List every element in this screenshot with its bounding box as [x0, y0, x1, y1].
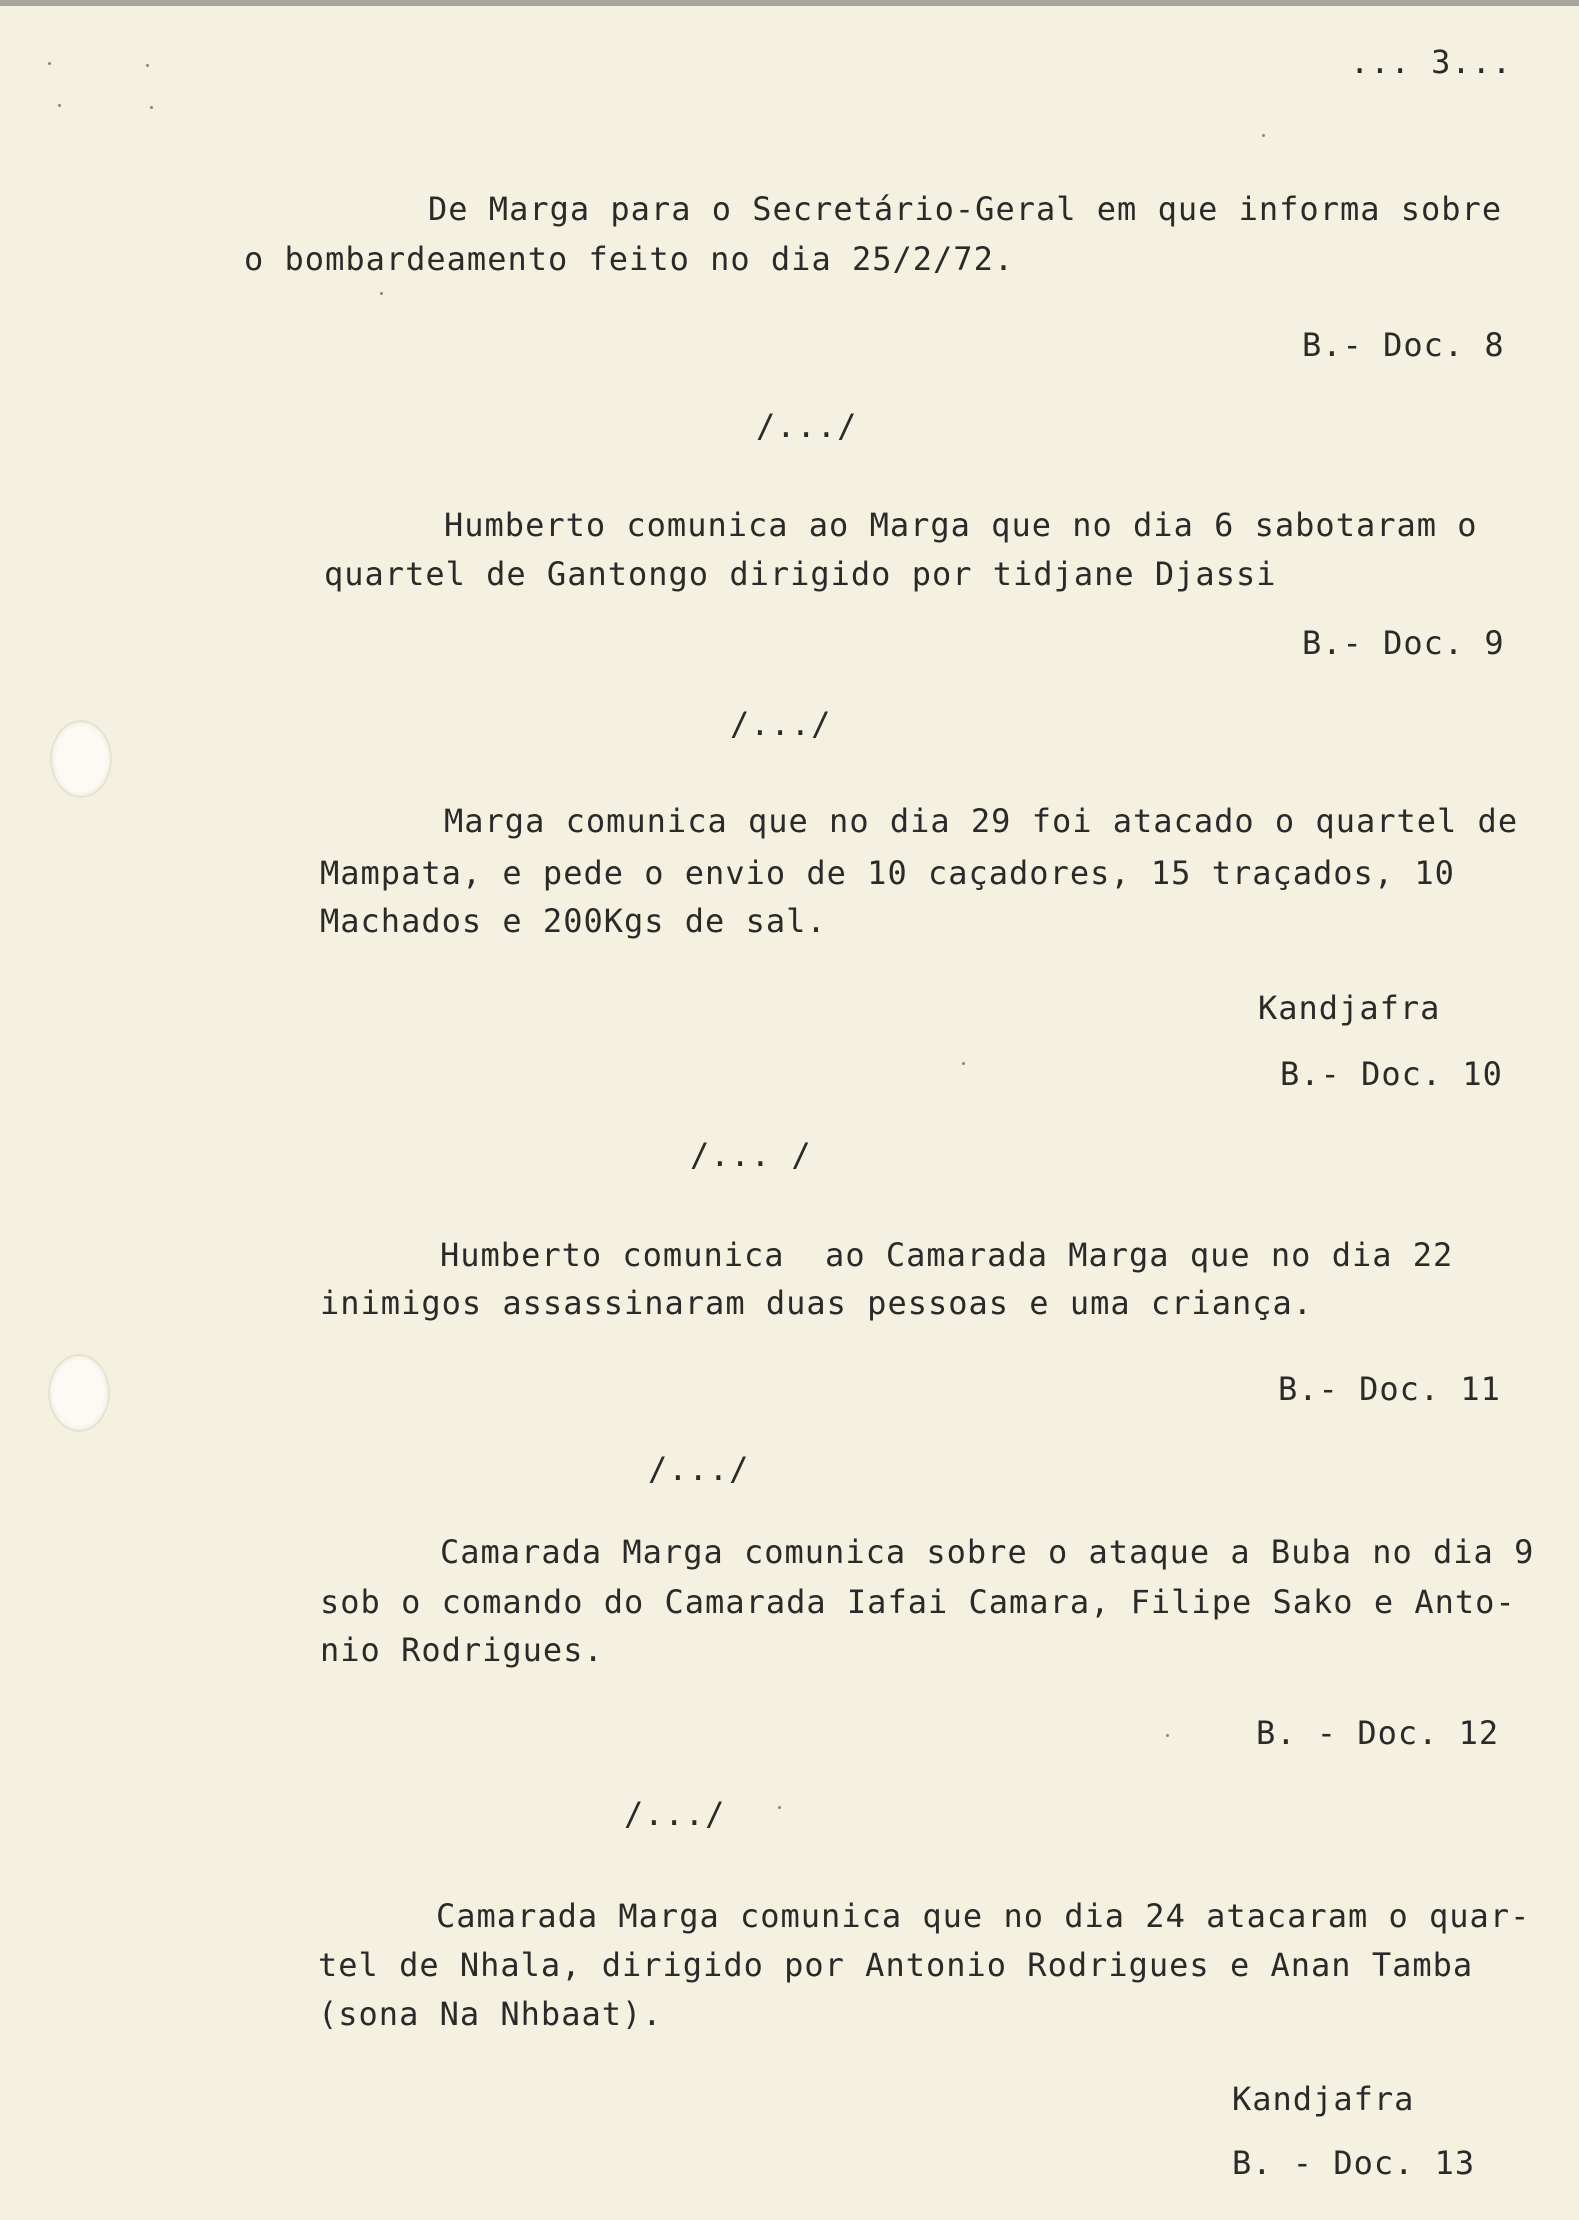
entry-5-line-3: nio Rodrigues. [320, 1631, 604, 1669]
entry-6-reference: B. - Doc. 13 [1232, 2144, 1476, 2182]
entry-5-line-2: sob o comando do Camarada Iafai Camara, Filipe Sako e Anto- [320, 1583, 1516, 1621]
page-top-edge [0, 0, 1579, 6]
entry-3-line-2: Mampata, e pede o envio de 10 caçadores, 15 traçados, 10 [320, 854, 1455, 892]
entry-1-line-2: o bombardeamento feito no dia 25/2/72. [244, 240, 1015, 278]
page-number: ... 3... [1350, 43, 1513, 81]
entry-3-reference: B.- Doc. 10 [1280, 1055, 1503, 1093]
entry-4-line-2: inimigos assassinaram duas pessoas e uma criança. [320, 1284, 1314, 1322]
paper-speck [1166, 1734, 1169, 1737]
entry-3-separator: /... / [690, 1136, 812, 1174]
entry-2-separator: /.../ [730, 705, 832, 743]
entry-1-reference: B.- Doc. 8 [1302, 326, 1505, 364]
entry-4-line-1: Humberto comunica ao Camarada Marga que no dia 22 [440, 1236, 1454, 1274]
entry-4-reference: B.- Doc. 11 [1278, 1370, 1501, 1408]
paper-speck [146, 64, 149, 67]
entry-2-reference: B.- Doc. 9 [1302, 624, 1505, 662]
entry-2-line-1: Humberto comunica ao Marga que no dia 6 sabotaram o [444, 506, 1478, 544]
paper-speck [962, 1062, 965, 1065]
paper-speck [380, 292, 383, 295]
entry-6-line-3: (sona Na Nhbaat). [318, 1995, 663, 2033]
entry-5-line-1: Camarada Marga comunica sobre o ataque a Buba no dia 9 [440, 1533, 1535, 1571]
punch-hole-upper [52, 722, 110, 796]
paper-speck [1262, 134, 1265, 137]
entry-5-separator: /.../ [624, 1795, 726, 1833]
entry-1-separator: /.../ [756, 407, 858, 445]
entry-2-line-2: quartel de Gantongo dirigido por tidjane Djassi [324, 555, 1277, 593]
entry-4-separator: /.../ [648, 1450, 750, 1488]
entry-5-reference: B. - Doc. 12 [1256, 1714, 1500, 1752]
entry-6-line-2: tel de Nhala, dirigido por Antonio Rodrigues e Anan Tamba [318, 1946, 1474, 1984]
paper-speck [48, 62, 51, 65]
entry-1-line-1: De Marga para o Secretário-Geral em que informa sobre [428, 190, 1503, 228]
entry-3-line-1: Marga comunica que no dia 29 foi atacado o quartel de [444, 802, 1519, 840]
paper-speck [778, 1806, 781, 1809]
entry-3-location: Kandjafra [1258, 989, 1441, 1027]
punch-hole-lower [50, 1356, 108, 1430]
paper-speck [58, 104, 61, 107]
paper-speck [150, 106, 153, 109]
entry-6-location: Kandjafra [1232, 2080, 1415, 2118]
entry-3-line-3: Machados e 200Kgs de sal. [320, 902, 827, 940]
entry-6-line-1: Camarada Marga comunica que no dia 24 atacaram o quar- [436, 1897, 1531, 1935]
